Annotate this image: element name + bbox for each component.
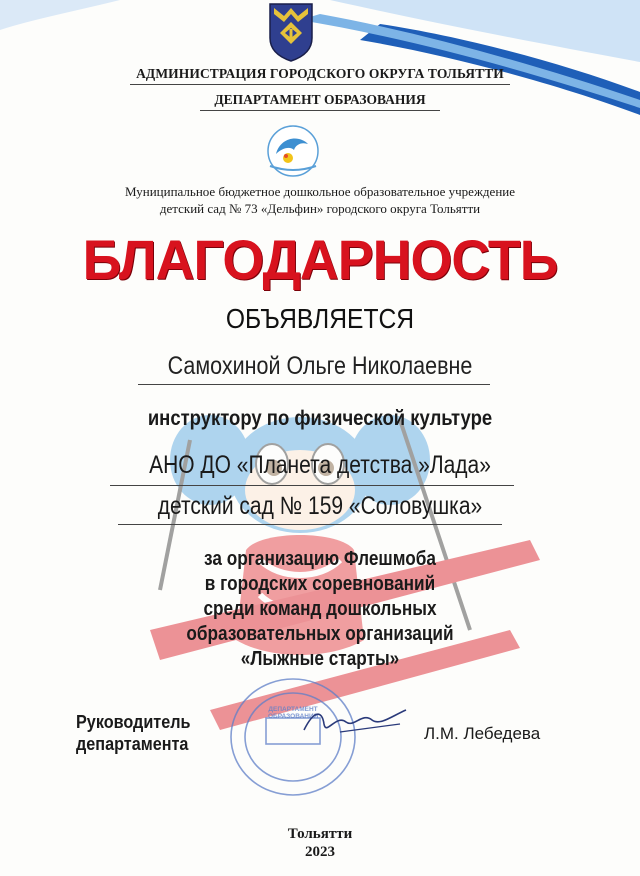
organization-underline-1 — [110, 485, 514, 486]
signer-name: Л.М. Лебедева — [424, 724, 541, 743]
administration-underline — [130, 84, 510, 85]
city-name: Тольятти — [287, 826, 353, 842]
reason-line: образовательных организаций — [186, 623, 454, 645]
certificate-title: БЛАГОДАРНОСТЬ — [82, 228, 558, 291]
organization-line-1: АНО ДО «Планета детства »Лада» — [149, 451, 491, 479]
city-coat-of-arms-icon — [268, 2, 314, 62]
handwritten-signature — [300, 702, 410, 742]
recipient-underline — [138, 384, 490, 385]
announce-text: ОБЪЯВЛЯЕТСЯ — [225, 303, 415, 334]
administration-heading: АДМИНИСТРАЦИЯ ГОРОДСКОГО ОКРУГА ТОЛЬЯТТИ — [136, 66, 504, 81]
reason-line: в городских соревнований — [204, 573, 436, 595]
reason-line: за организацию Флешмоба — [204, 548, 436, 570]
stamp-label: ДЕПАРТАМЕНТ ОБРАЗОВАНИЯ — [268, 706, 319, 720]
recipient-name: Самохиной Ольге Николаевне — [167, 352, 473, 380]
dolphin-kindergarten-logo-icon — [262, 124, 324, 178]
reason-line: «Лыжные старты» — [240, 648, 400, 670]
institution-line-1: Муниципальное бюджетное дошкольное образовательное учреждение — [125, 184, 515, 199]
issue-year: 2023 — [305, 844, 335, 860]
institution-line-2: детский сад № 73 «Дельфин» городского округа Тольятти — [159, 201, 481, 216]
department-heading: ДЕПАРТАМЕНТ ОБРАЗОВАНИЯ — [214, 92, 426, 107]
reason-line: среди команд дошкольных — [203, 598, 437, 620]
signer-position-line-1: Руководитель — [76, 712, 191, 732]
organization-line-2: детский сад № 159 «Соловушка» — [157, 492, 483, 520]
department-underline — [200, 110, 440, 111]
signer-position-line-2: департамента — [76, 734, 189, 754]
organization-underline-2 — [118, 524, 502, 525]
recipient-role: инструктору по физической культуре — [147, 407, 493, 430]
